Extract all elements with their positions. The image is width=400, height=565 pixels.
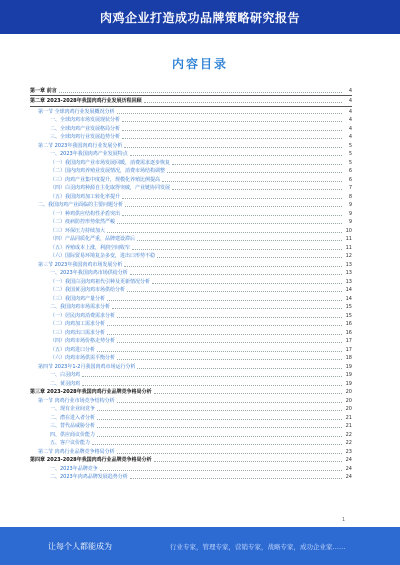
toc-leader-dots <box>122 215 342 216</box>
toc-entry-page: 19 <box>345 372 352 378</box>
toc-entry[interactable] <box>30 252 352 261</box>
toc-entry[interactable] <box>30 243 352 252</box>
toc-entry-label: （五）肉鸡进口分析 <box>50 346 96 353</box>
toc-leader-dots <box>122 198 342 199</box>
toc-entry-label: 第二节 肉鸡行业品牌竞争格局分析 <box>38 448 115 455</box>
toc-entry[interactable] <box>30 226 352 235</box>
toc-entry-label: （六）国际贸易环境复杂多变，进出口形势不稳 <box>50 253 156 259</box>
toc-leader-dots <box>172 164 342 165</box>
toc-entry-label: （四）白羽肉鸡种源自主化取得突破，产业链协同发展 <box>50 185 171 191</box>
toc-leader-dots <box>130 274 342 275</box>
toc-entry[interactable] <box>30 413 352 422</box>
toc-entry-label: 二、2023年肉鸡品牌发展趋势分析 <box>50 474 128 480</box>
toc-entry-label: （一）居民肉鸡消费需求分析 <box>50 312 116 319</box>
toc-entry-label: （二）国内肉鸡养殖业发展情况，消费市场结构调整 <box>50 168 166 174</box>
toc-leader-dots <box>100 470 342 471</box>
toc-leader-dots <box>97 427 342 428</box>
toc-entry[interactable] <box>30 422 352 431</box>
toc-entry-page: 4 <box>348 125 352 132</box>
toc-entry-label: 第四章 2023-2028年我国肉鸡行业品牌竞争格局分析 <box>30 457 152 463</box>
toc-entry[interactable] <box>30 337 352 346</box>
toc-entry[interactable] <box>30 107 352 116</box>
toc-leader-dots <box>107 232 342 233</box>
toc-entry-label: 第三章 2023-2028年我国肉鸡行业品牌竞争格局分析 <box>30 389 152 395</box>
toc-entry-page: 13 <box>345 278 352 285</box>
toc-entry[interactable] <box>30 328 352 337</box>
toc-leader-dots <box>97 419 342 420</box>
toc-entry-page: 6 <box>348 168 352 174</box>
toc-entry-page: 8 <box>348 193 352 200</box>
toc-entry[interactable] <box>30 439 352 448</box>
toc-leader-dots <box>124 147 342 148</box>
toc-entry-label: （三）我国肉鸡产量分析 <box>50 295 106 302</box>
footer-tagline: 行业专家，管理专家，营销专家，战略专家，成功企业家…… <box>170 542 346 551</box>
toc-entry[interactable] <box>30 269 352 278</box>
toc-entry-label: 二、我国肉鸡市场需求分析 <box>50 304 111 310</box>
toc-leader-dots <box>117 359 342 360</box>
table-of-contents <box>30 86 352 481</box>
toc-entry-label: 四、供应商议价能力 <box>50 431 96 438</box>
footer-slogan: 让每个人都能成为 <box>48 541 112 551</box>
toc-entry-page: 15 <box>345 304 352 310</box>
toc-leader-dots <box>124 266 342 267</box>
toc-entry-page: 11 <box>345 236 352 242</box>
toc-heading: 内容目录 <box>171 57 228 71</box>
toc-leader-dots <box>59 92 342 93</box>
toc-leader-dots <box>112 308 342 309</box>
toc-entry-label: （一）我国肉鸡产业市场发展回暖，消费需求逐步恢复 <box>50 159 171 166</box>
toc-entry-label: （二）肉鸡加工需求分析 <box>50 321 106 327</box>
toc-entry-page: 20 <box>345 389 352 395</box>
toc-leader-dots <box>132 249 342 250</box>
toc-entry-page: 24 <box>345 457 352 463</box>
toc-entry-label: 一、2023年品牌竞争 <box>50 465 98 472</box>
toc-entry-label: （一）我国白羽肉鸡祖代引种及更新情况分析 <box>50 278 151 285</box>
toc-entry-page: 22 <box>345 440 352 446</box>
toc-entry[interactable] <box>30 260 352 269</box>
toc-entry[interactable] <box>30 303 352 312</box>
toc-entry-page: 5 <box>348 159 352 166</box>
toc-entry-label: 一、2023年我国肉鸡产业发展特点 <box>50 151 128 157</box>
toc-entry[interactable] <box>30 464 352 473</box>
toc-entry[interactable] <box>30 141 352 150</box>
toc-entry-page: 7 <box>348 185 352 191</box>
toc-entry-page: 16 <box>345 329 352 336</box>
toc-entry-page: 5 <box>348 151 352 157</box>
toc-leader-dots <box>137 240 342 241</box>
toc-entry[interactable] <box>30 167 352 176</box>
toc-entry-label: 二、我国肉鸡产业面临的主要问题分析 <box>38 202 124 208</box>
toc-leader-dots <box>107 334 342 335</box>
toc-entry-page: 14 <box>345 295 352 302</box>
toc-entry[interactable] <box>30 320 352 329</box>
toc-entry[interactable] <box>30 97 352 106</box>
toc-entry-label: 一、白羽肉鸡 <box>50 372 81 378</box>
toc-entry-label: 三、全球肉鸡行业发展趋势分析 <box>50 134 121 140</box>
toc-entry-label: （三）肉鸡出口需求分析 <box>50 329 106 336</box>
toc-entry-label: （五）养殖成本上涨，利润空间收窄 <box>50 244 131 251</box>
toc-leader-dots <box>97 410 342 411</box>
toc-entry-page: 18 <box>345 355 352 361</box>
toc-entry[interactable] <box>30 209 352 218</box>
toc-entry-page: 17 <box>345 338 352 344</box>
toc-leader-dots <box>152 283 342 284</box>
toc-entry-page: 9 <box>348 210 352 217</box>
toc-entry[interactable] <box>30 116 352 125</box>
toc-entry-page: 20 <box>345 397 352 404</box>
toc-leader-dots <box>154 461 342 462</box>
toc-entry-label: 三、替代品威胁分析 <box>50 423 96 429</box>
toc-entry-label: 一、全球肉鸡市场发展现状分析 <box>50 117 121 123</box>
toc-entry[interactable] <box>30 86 352 95</box>
toc-entry[interactable] <box>30 201 352 210</box>
toc-entry-page: 21 <box>345 414 352 421</box>
toc-entry-page: 4 <box>348 117 352 123</box>
toc-leader-dots <box>117 317 342 318</box>
toc-entry[interactable] <box>30 430 352 439</box>
toc-entry-label: 第一节 肉鸡行业市场竞争结构分析 <box>38 397 115 404</box>
toc-leader-dots <box>137 368 342 369</box>
toc-entry-label: 一、2023年我国肉鸡市场供给分析 <box>50 270 128 276</box>
toc-entry-label: （四）产品同质化严重，品牌建设滞后 <box>50 236 136 242</box>
toc-entry-page: 20 <box>345 406 352 412</box>
toc-entry-label: （六）肉鸡市场供需平衡分析 <box>50 355 116 361</box>
toc-entry[interactable] <box>30 456 352 465</box>
toc-entry-page: 9 <box>348 202 352 208</box>
toc-entry-page: 14 <box>345 287 352 293</box>
toc-entry-label: （三）环保压力持续加大 <box>50 227 106 234</box>
toc-entry[interactable] <box>30 354 352 363</box>
toc-entry-label: （二）疫病防控形势依然严峻 <box>50 219 116 225</box>
toc-entry-label: 第一节 全球肉鸡行业发展概况分析 <box>38 108 115 115</box>
toc-entry-label: （二）我国黄羽肉鸡市场供给分析 <box>50 287 126 293</box>
toc-leader-dots <box>157 257 342 258</box>
toc-entry-page: 19 <box>345 363 352 370</box>
toc-entry[interactable] <box>30 277 352 286</box>
toc-leader-dots <box>97 351 342 352</box>
toc-entry-label: 五、客户议价能力 <box>50 440 91 446</box>
toc-entry[interactable] <box>30 192 352 201</box>
toc-entry-page: 10 <box>345 227 352 234</box>
toc-entry[interactable] <box>30 175 352 184</box>
toc-leader-dots <box>130 478 342 479</box>
toc-entry-page: 4 <box>348 108 352 115</box>
toc-leader-dots <box>125 206 342 207</box>
report-title: 肉鸡企业打造成功品牌策略研究报告 <box>99 10 300 25</box>
toc-entry-page: 9 <box>348 219 352 225</box>
toc-leader-dots <box>97 436 342 437</box>
toc-entry[interactable] <box>30 379 352 388</box>
toc-entry-page: 4 <box>348 134 352 140</box>
toc-entry[interactable] <box>30 345 352 354</box>
toc-entry-page: 6 <box>348 176 352 183</box>
toc-entry-page: 23 <box>345 448 352 455</box>
toc-entry-page: 13 <box>345 261 352 268</box>
footer-banner <box>0 527 400 565</box>
toc-entry[interactable] <box>30 184 352 193</box>
page-number: 1 <box>342 517 346 523</box>
toc-entry-label: 第四节 2023年1-2月我国肉鸡市场运行分析 <box>38 363 136 370</box>
toc-entry[interactable] <box>30 405 352 414</box>
toc-entry-page: 17 <box>345 346 352 353</box>
toc-entry-label: 第二章 2023-2028年我国肉鸡行业发展历程回顾 <box>30 98 142 104</box>
toc-entry-page: 24 <box>345 465 352 472</box>
toc-leader-dots <box>92 444 342 445</box>
toc-entry[interactable] <box>30 235 352 244</box>
toc-entry-page: 13 <box>345 270 352 276</box>
toc-entry-label: 第三节 2023年我国肉鸡市场发展分析 <box>38 261 123 268</box>
toc-entry[interactable] <box>30 388 352 397</box>
toc-entry[interactable] <box>30 362 352 371</box>
toc-entry[interactable] <box>30 294 352 303</box>
toc-entry[interactable] <box>30 286 352 295</box>
toc-entry-label: （五）我国肉鸡加工转化率提升 <box>50 193 121 200</box>
toc-entry[interactable] <box>30 447 352 456</box>
toc-entry-page: 16 <box>345 321 352 327</box>
toc-entry[interactable] <box>30 158 352 167</box>
toc-leader-dots <box>167 172 342 173</box>
toc-entry-label: （一）种鸡供应结构性矛盾突出 <box>50 210 121 217</box>
toc-leader-dots <box>122 121 342 122</box>
toc-leader-dots <box>117 113 342 114</box>
toc-entry-label: （四）肉鸡市场价格走势分析 <box>50 338 116 344</box>
toc-entry-page: 4 <box>348 87 352 94</box>
report-header-bar <box>0 0 400 34</box>
toc-leader-dots <box>117 453 342 454</box>
toc-entry[interactable] <box>30 473 352 482</box>
toc-leader-dots <box>130 155 342 156</box>
toc-entry-label: 一、现有企业间竞争 <box>50 406 96 412</box>
toc-entry-page: 12 <box>345 253 352 259</box>
toc-entry-page: 5 <box>348 142 352 149</box>
toc-entry[interactable] <box>30 371 352 380</box>
toc-leader-dots <box>122 130 342 131</box>
toc-entry-page: 21 <box>345 423 352 429</box>
toc-entry[interactable] <box>30 124 352 133</box>
toc-leader-dots <box>117 342 342 343</box>
toc-leader-dots <box>107 325 342 326</box>
toc-leader-dots <box>172 189 342 190</box>
toc-entry[interactable] <box>30 150 352 159</box>
toc-leader-dots <box>154 393 342 394</box>
toc-entry-label: 二、黄羽肉鸡 <box>50 380 81 387</box>
toc-leader-dots <box>82 376 342 377</box>
toc-leader-dots <box>127 291 342 292</box>
toc-entry-page: 19 <box>345 380 352 387</box>
toc-entry-page: 15 <box>345 312 352 319</box>
toc-entry-label: 第二节 2023年我国肉鸡行业发展分析 <box>38 142 123 149</box>
toc-entry[interactable] <box>30 396 352 405</box>
toc-entry-page: 24 <box>345 474 352 480</box>
toc-entry-page: 11 <box>345 244 352 251</box>
toc-leader-dots <box>117 402 342 403</box>
toc-entry-label: 二、潜在进入者分析 <box>50 414 96 421</box>
toc-entry-page: 4 <box>348 98 352 104</box>
toc-entry-label: （三）肉鸡产业集中度提升，规模化养殖比例提高 <box>50 176 161 183</box>
toc-entry[interactable] <box>30 218 352 227</box>
toc-leader-dots <box>144 102 342 103</box>
toc-leader-dots <box>122 138 342 139</box>
toc-leader-dots <box>117 223 342 224</box>
toc-leader-dots <box>162 181 342 182</box>
toc-leader-dots <box>107 300 342 301</box>
toc-entry-page: 22 <box>345 431 352 438</box>
toc-entry-label: 二、全球肉鸡产业发展格局分析 <box>50 125 121 132</box>
toc-entry[interactable] <box>30 311 352 320</box>
toc-leader-dots <box>82 385 342 386</box>
toc-entry[interactable] <box>30 133 352 142</box>
toc-entry-label: 第一章 前言 <box>30 87 57 94</box>
